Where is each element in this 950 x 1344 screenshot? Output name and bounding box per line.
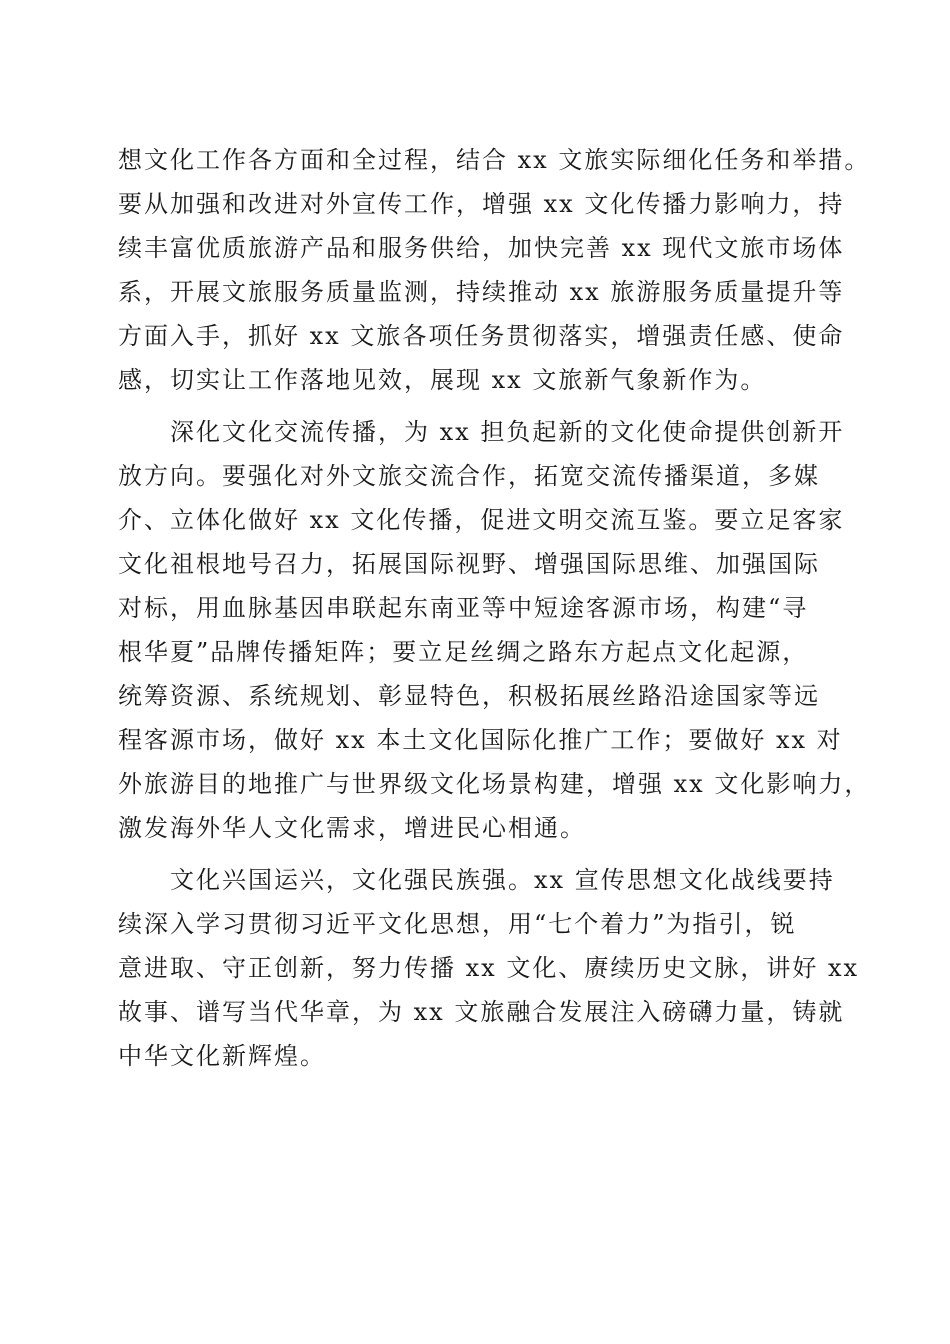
paragraph-2-line-8: 程客源市场，做好 xx 本土文化国际化推广工作；要做好 xx 对 xyxy=(118,726,843,754)
paragraph-2-line-10: 激发海外华人文化需求，增进民心相通。 xyxy=(118,814,586,842)
paragraph-1-line-1: 想文化工作各方面和全过程，结合 xx 文旅实际细化任务和举措。 xyxy=(118,146,871,174)
paragraph-2-line-2: 放方向。要强化对外文旅交流合作，拓宽交流传播渠道，多媒 xyxy=(118,462,820,490)
paragraph-3-line-2: 续深入学习贯彻习近平文化思想，用“七个着力”为指引，锐 xyxy=(118,910,797,938)
paragraph-2-line-9: 外旅游目的地推广与世界级文化场景构建，增强 xx 文化影响力， xyxy=(118,770,871,798)
paragraph-1-line-4: 系，开展文旅服务质量监测，持续推动 xx 旅游服务质量提升等 xyxy=(118,278,845,306)
paragraph-3-line-4: 故事、谱写当代华章，为 xx 文旅融合发展注入磅礴力量，铸就 xyxy=(118,998,845,1026)
paragraph-2-line-5: 对标，用血脉基因串联起东南亚等中短途客源市场，构建“寻 xyxy=(118,594,809,622)
paragraph-2-line-3: 介、立体化做好 xx 文化传播，促进文明交流互鉴。要立足客家 xyxy=(118,506,845,534)
paragraph-3-line-5: 中华文化新辉煌。 xyxy=(118,1042,326,1070)
paragraph-1-line-2: 要从加强和改进对外宣传工作，增强 xx 文化传播力影响力，持 xyxy=(118,190,845,218)
paragraph-2-line-4: 文化祖根地号召力，拓展国际视野、增强国际思维、加强国际 xyxy=(118,550,820,578)
paragraph-2-line-1: 深化文化交流传播，为 xx 担负起新的文化使命提供创新开 xyxy=(170,418,845,446)
paragraph-3-line-1: 文化兴国运兴，文化强民族强。xx 宣传思想文化战线要持 xyxy=(170,866,835,894)
paragraph-3-line-3: 意进取、守正创新，努力传播 xx 文化、赓续历史文脉，讲好 xx xyxy=(118,954,860,982)
paragraph-2-line-7: 统筹资源、系统规划、彰显特色，积极拓展丝路沿途国家等远 xyxy=(118,682,820,710)
paragraph-1-line-3: 续丰富优质旅游产品和服务供给，加快完善 xx 现代文旅市场体 xyxy=(118,234,845,262)
paragraph-1-line-6: 感，切实让工作落地见效，展现 xx 文旅新气象新作为。 xyxy=(118,366,767,394)
paragraph-1-line-5: 方面入手，抓好 xx 文旅各项任务贯彻落实，增强责任感、使命 xyxy=(118,322,845,350)
paragraph-2-line-6: 根华夏”品牌传播矩阵；要立足丝绸之路东方起点文化起源， xyxy=(118,638,809,666)
